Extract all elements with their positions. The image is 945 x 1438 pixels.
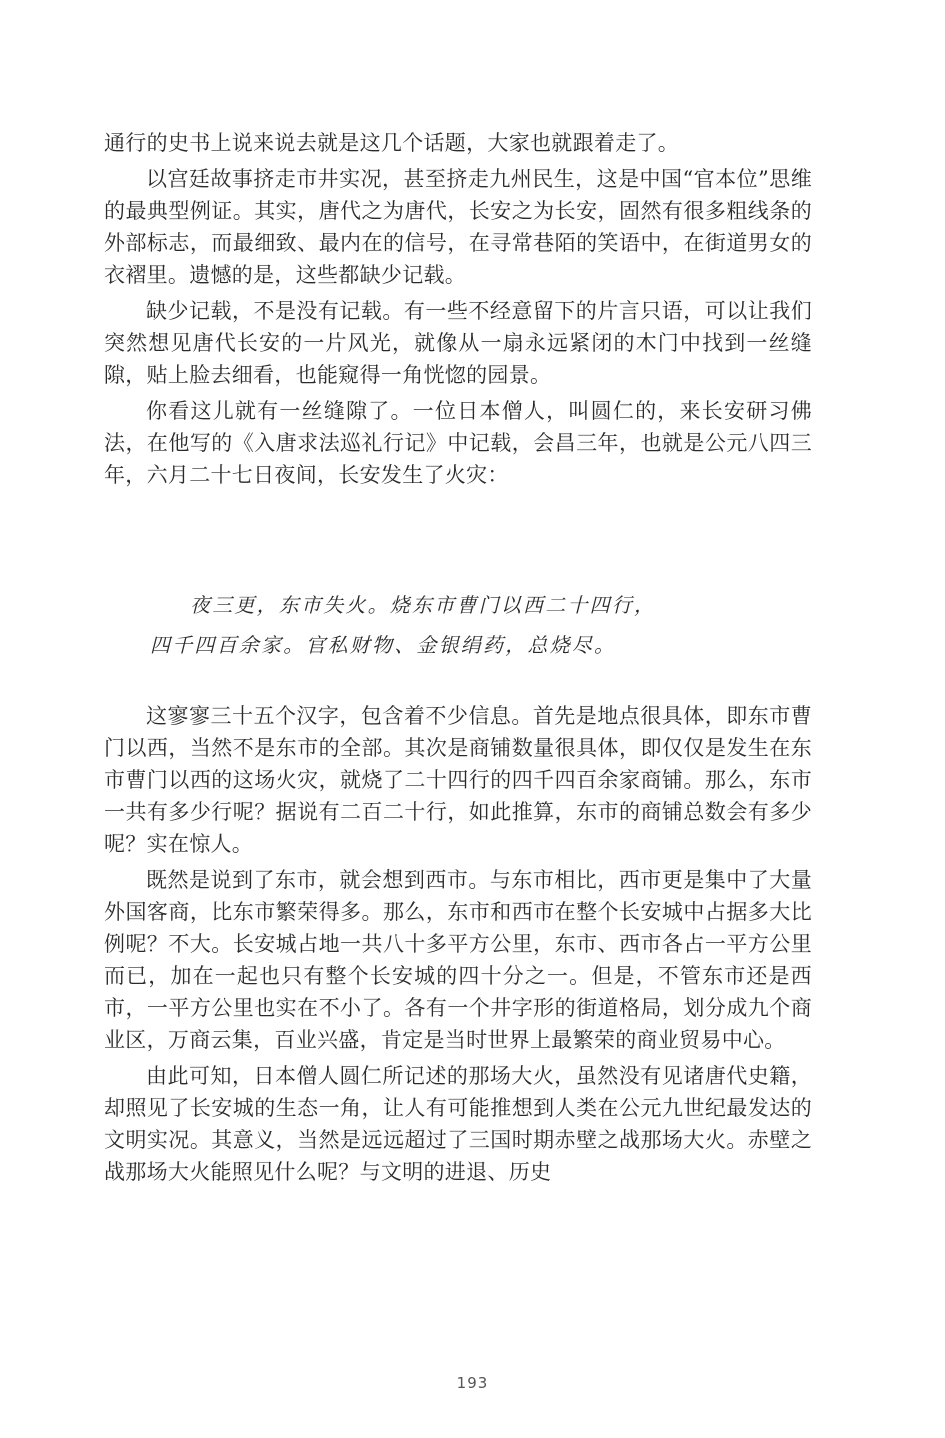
paragraph: 这寥寥三十五个汉字，包含着不少信息。首先是地点很具体，即东市曹门以西，当然不是东市的全部。其次是商铺数量很具体，即仅仅是发生在东市曹门以西的这场火灾，就烧了二十四行的四千四百余家商铺。那么，东市一共有多少行呢？据说有二百二十行，如此推算，东市的商铺总数会有多少呢？实在惊人。 [104,704,812,856]
paragraph: 既然是说到了东市，就会想到西市。与东市相比，西市更是集中了大量外国客商，比东市繁荣得多。那么，东市和西市在整个长安城中占据多大比例呢？不大。长安城占地一共八十多平方公里，东市、西市各占一平方公里而已，加在一起也只有整个长安城的四十分之一。但是，不管东市还是西市，一平方公里也实在不小了。各有一个井字形的街道格局，划分成九个商业区，万商云集，百业兴盛，肯定是当时世界上最繁荣的商业贸易中心。 [104,868,812,1052]
paragraph: 以宫廷故事挤走市井实况，甚至挤走九州民生，这是中国“官本位”思维的最典型例证。其实，唐代之为唐代，长安之为长安，固然有很多粗线条的外部标志，而最细致、最内在的信号，在寻常巷陌的笑语中，在街道男女的衣褶里。遗憾的是，这些都缺少记载。 [104,167,812,287]
block-quote [150,585,810,665]
paragraph: 由此可知，日本僧人圆仁所记述的那场大火，虽然没有见诸唐代史籍，却照见了长安城的生态一角，让人有可能推想到人类在公元九世纪最发达的文明实况。其意义，当然是远远超过了三国时期赤壁之战那场大火。赤壁之战那场大火能照见什么呢？与文明的进退、历史 [104,1064,812,1184]
body-text-bottom [104,700,812,1192]
paragraph: 你看这儿就有一丝缝隙了。一位日本僧人，叫圆仁的，来长安研习佛法，在他写的《入唐求法巡礼行记》中记载，会昌三年，也就是公元八四三年，六月二十七日夜间，长安发生了火灾： [104,399,812,487]
paragraph-continuation: 通行的史书上说来说去就是这几个话题，大家也就跟着走了。 [104,131,680,155]
body-text-top [104,127,812,495]
page-number: 193 [456,1374,489,1392]
paragraph: 缺少记载，不是没有记载。有一些不经意留下的片言只语，可以让我们突然想见唐代长安的一片风光，就像从一扇永远紧闭的木门中找到一丝缝隙，贴上脸去细看，也能窥得一角恍惚的园景。 [104,299,812,387]
quote-line: 夜三更，东市失火。烧东市曹门以西二十四行， [190,593,657,617]
quote-line: 四千四百余家。官私财物、金银绢药，总烧尽。 [150,633,617,657]
